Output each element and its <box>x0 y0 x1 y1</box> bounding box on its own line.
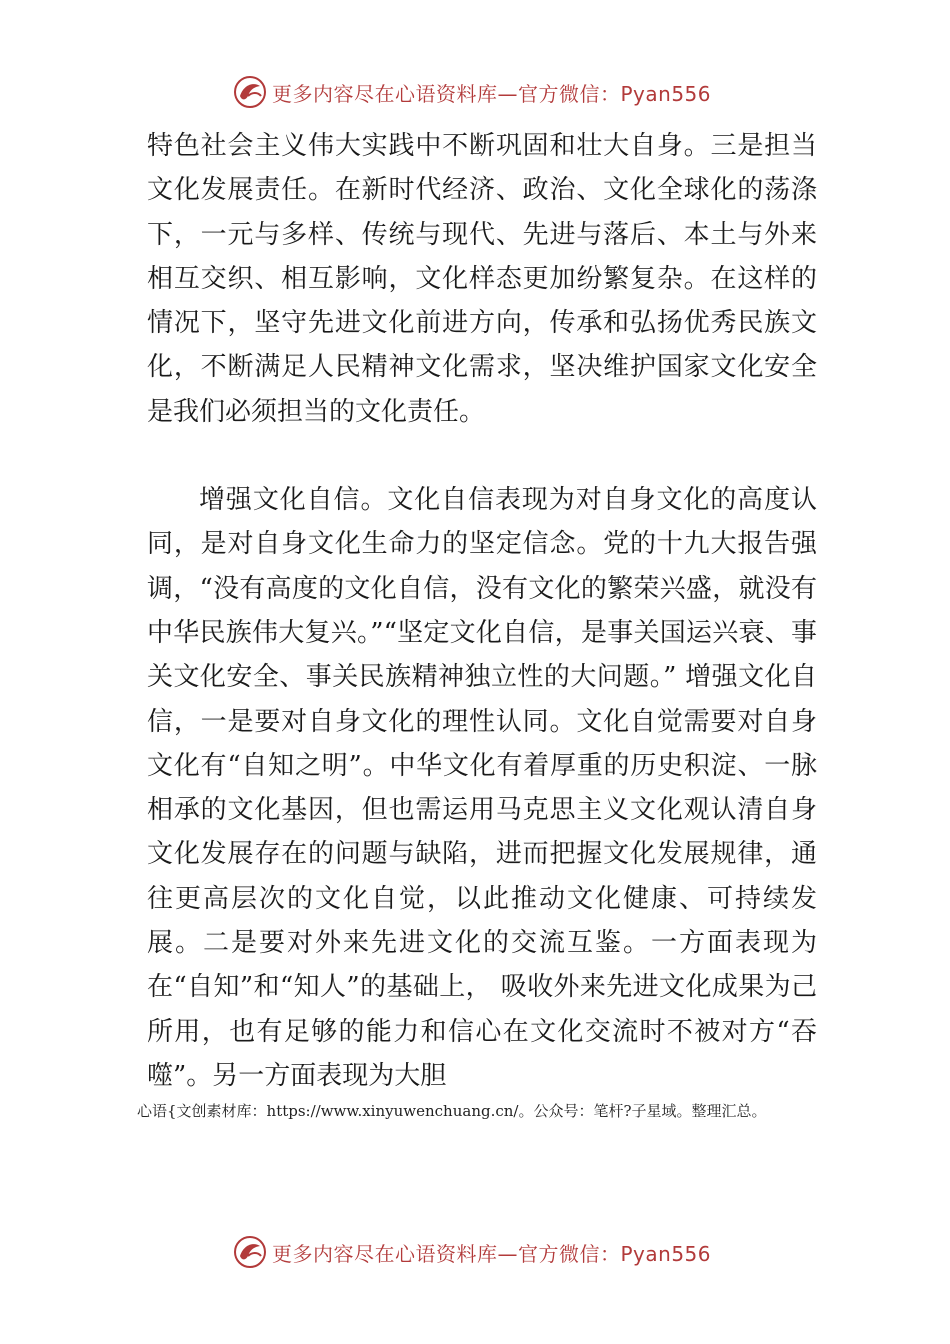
header-banner <box>232 70 752 114</box>
source-note: 心语{文创素材库：https://www.xinyuwenchuang.cn/。公众号：笔杆?子星域。整理汇总。 <box>137 1102 767 1120</box>
paragraph-1: 特色社会主义伟大实践中不断巩固和壮大自身。三是担当文化发展责任。在新时代经济、政治、文化全球化的荡涤下，一元与多样、传统与现代、先进与落后、本土与外来相互交织、相互影响，文化样态更加纷繁复杂。在这样的情况下，坚守先进文化前进方向，传承和弘扬优秀民族文化，不断满足人民精神文化需求，坚决维护国家文化安全是我们必须担当的文化责任。 <box>147 131 817 427</box>
banner-text: 更多内容尽在心语资料库—官方微信：Pyan556 <box>272 1241 712 1266</box>
phoenix-logo-icon <box>232 74 268 110</box>
footer-banner <box>232 1230 752 1274</box>
document-body <box>147 124 817 1098</box>
phoenix-logo-icon <box>232 1234 268 1270</box>
paragraph-2: 增强文化自信。文化自信表现为对自身文化的高度认同，是对自身文化生命力的坚定信念。党的十九大报告强调，“没有高度的文化自信，没有文化的繁荣兴盛，就没有中华民族伟大复兴。”“坚定文化自信，是事关国运兴衰、事关文化安全、事关民族精神独立性的大问题。” 增强文化自信，一是要对自身文化的理性认同。文化自觉需要对自身文化有“自知之明”。中华文化有着厚重的历史积淀、一脉相承的文化基因，但也需运用马克思主义文化观认清自身文化发展存在的问题与缺陷，进而把握文化发展规律，通往更高层次的文化自觉，以此推动文化健康、可持续发展。二是要对外来先进文化的交流互鉴。一方面表现为在“自知”和“知人”的基础上， 吸收外来先进文化成果为己所用，也有足够的能力和信心在文化交流时不被对方“吞噬”。另一方面表现为大胆 <box>147 485 817 1091</box>
banner-text: 更多内容尽在心语资料库—官方微信：Pyan556 <box>272 81 712 106</box>
